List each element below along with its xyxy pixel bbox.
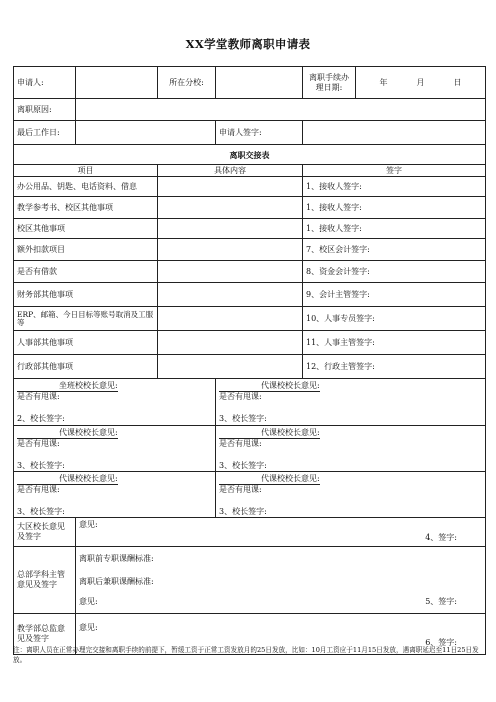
procedure-date-label: 离职手续办理日期: xyxy=(303,67,356,99)
campus-label: 所在分校: xyxy=(158,67,216,99)
handover-item: 财务部其他事项 xyxy=(14,283,158,307)
handover-item: 办公用品、钥匙、电话资料、借息 xyxy=(14,177,158,197)
lesson-dropped-label: 是否有甩课: xyxy=(219,392,262,401)
principal-opinion-cell[interactable] xyxy=(216,472,486,518)
resignation-form xyxy=(13,66,485,655)
lesson-dropped-label: 是否有甩课: xyxy=(17,439,60,448)
hq-subject-sign-label: 5、签字: xyxy=(425,596,457,606)
principal-sign-label: 2、校长签字: xyxy=(17,414,65,423)
district-row xyxy=(14,518,486,547)
handover-sign: 9、会计主管签字: xyxy=(303,283,486,307)
parttime-pay-label[interactable]: 离职后兼职课酬标准: xyxy=(76,571,486,593)
applicant-label: 申请人: xyxy=(14,67,76,99)
applicant-sign-value[interactable] xyxy=(303,121,486,145)
table-row xyxy=(14,355,486,379)
district-label: 大区校长意见及签字 xyxy=(14,518,76,547)
footer-note: 注：离职人员在正常办理完交接和离职手续的前提下，暂缓工资于正常工资发放月的25日发放，比如：10月工资应于11月15日发放，遇离职延迟至11日25日发放。 xyxy=(13,646,479,664)
handover-content[interactable] xyxy=(158,261,303,283)
table-row xyxy=(14,219,486,239)
year-label: 年 xyxy=(379,77,388,87)
hq-quality-label: 教学部总监意见及签字 xyxy=(14,613,76,654)
page-title: XX学堂教师离职申请表 xyxy=(185,37,311,51)
principal-opinion-label: 代课校校长意见: xyxy=(219,473,320,485)
campus-value[interactable] xyxy=(216,67,303,99)
hq-subject-opinion-cell[interactable] xyxy=(76,593,486,614)
principal-row xyxy=(14,379,486,426)
lesson-dropped-label: 是否有甩课: xyxy=(219,439,262,448)
handover-content[interactable] xyxy=(158,307,303,331)
principal-sign-label: 3、校长签字: xyxy=(219,461,267,470)
principal-row xyxy=(14,472,486,518)
day-label: 日 xyxy=(453,77,462,87)
handover-content[interactable] xyxy=(158,283,303,307)
handover-item: 是否有借款 xyxy=(14,261,158,283)
principal-sign-label: 3、校长签字: xyxy=(219,507,267,516)
principal-opinion-label: 代课校校长意见: xyxy=(219,427,320,439)
hq-subject-opinion-label: 意见: xyxy=(79,596,98,606)
principal-opinion-label: 坐班校校长意见: xyxy=(17,380,118,392)
lesson-dropped-label: 是否有甩课: xyxy=(17,485,60,494)
fulltime-pay-label[interactable]: 离职前专职课酬标准: xyxy=(76,547,486,571)
table-row xyxy=(14,261,486,283)
table-row xyxy=(14,239,486,261)
handover-sign: 1、接收人签字: xyxy=(303,197,486,219)
last-day-value[interactable] xyxy=(76,121,216,145)
hq-quality-sign-label: 6、签字: xyxy=(425,637,457,647)
handover-sign: 7、校区会计签字: xyxy=(303,239,486,261)
handover-section-title: 离职交接表 xyxy=(14,145,486,165)
handover-item: 教学参考书、校区其他事项 xyxy=(14,197,158,219)
lesson-dropped-label: 是否有甩课: xyxy=(219,485,262,494)
applicant-value[interactable] xyxy=(76,67,158,99)
handover-item: 额外扣款项目 xyxy=(14,239,158,261)
principal-opinion-cell[interactable] xyxy=(14,379,216,426)
handover-sign: 10、人事专员签字: xyxy=(303,307,486,331)
principal-opinion-cell[interactable] xyxy=(14,426,216,472)
principal-sign-label: 3、校长签字: xyxy=(17,507,65,516)
handover-item: 校区其他事项 xyxy=(14,219,158,239)
district-opinion-label: 意见: xyxy=(79,520,98,529)
handover-col-content: 具体内容 xyxy=(158,165,303,177)
handover-col-item: 项目 xyxy=(14,165,158,177)
handover-content[interactable] xyxy=(158,355,303,379)
table-row xyxy=(14,307,486,331)
applicant-sign-label: 申请人签字: xyxy=(216,121,303,145)
table-row xyxy=(14,331,486,355)
last-day-label: 最后工作日: xyxy=(14,121,76,145)
procedure-date-value[interactable] xyxy=(356,67,486,99)
handover-content[interactable] xyxy=(158,331,303,355)
principal-opinion-label: 代课校校长意见: xyxy=(17,427,118,439)
reason-label: 离职原因: xyxy=(14,99,76,121)
table-row xyxy=(14,283,486,307)
lesson-dropped-label: 是否有甩课: xyxy=(17,392,60,401)
district-opinion-cell[interactable] xyxy=(76,518,486,547)
form-table xyxy=(13,66,486,655)
reason-value[interactable] xyxy=(76,99,486,121)
handover-sign: 1、接收人签字: xyxy=(303,219,486,239)
handover-sign: 12、行政主管签字: xyxy=(303,355,486,379)
principal-opinion-cell[interactable] xyxy=(216,426,486,472)
principal-sign-label: 3、校长签字: xyxy=(17,461,65,470)
handover-sign: 1、接收人签字: xyxy=(303,177,486,197)
month-label: 月 xyxy=(416,77,425,87)
hq-quality-opinion-label: 意见: xyxy=(79,622,98,632)
handover-content[interactable] xyxy=(158,219,303,239)
handover-item: 行政部其他事项 xyxy=(14,355,158,379)
hq-subject-label: 总部学科主管意见及签字 xyxy=(14,547,76,614)
handover-content[interactable] xyxy=(158,197,303,219)
handover-col-sign: 签字 xyxy=(303,165,486,177)
principal-opinion-cell[interactable] xyxy=(14,472,216,518)
principal-sign-label: 3、校长签字: xyxy=(219,414,267,423)
handover-item: ERP、邮箱、今日目标等账号取消及工服等 xyxy=(14,307,158,331)
district-sign-label: 4、签字: xyxy=(425,533,457,542)
handover-sign: 11、人事主管签字: xyxy=(303,331,486,355)
table-row xyxy=(14,177,486,197)
handover-content[interactable] xyxy=(158,239,303,261)
handover-content[interactable] xyxy=(158,177,303,197)
handover-sign: 8、资金会计签字: xyxy=(303,261,486,283)
principal-opinion-label: 代课校校长意见: xyxy=(219,380,320,392)
table-row xyxy=(14,197,486,219)
principal-opinion-label: 代课校校长意见: xyxy=(17,473,118,485)
handover-item: 人事部其他事项 xyxy=(14,331,158,355)
principal-row xyxy=(14,426,486,472)
principal-opinion-cell[interactable] xyxy=(216,379,486,426)
